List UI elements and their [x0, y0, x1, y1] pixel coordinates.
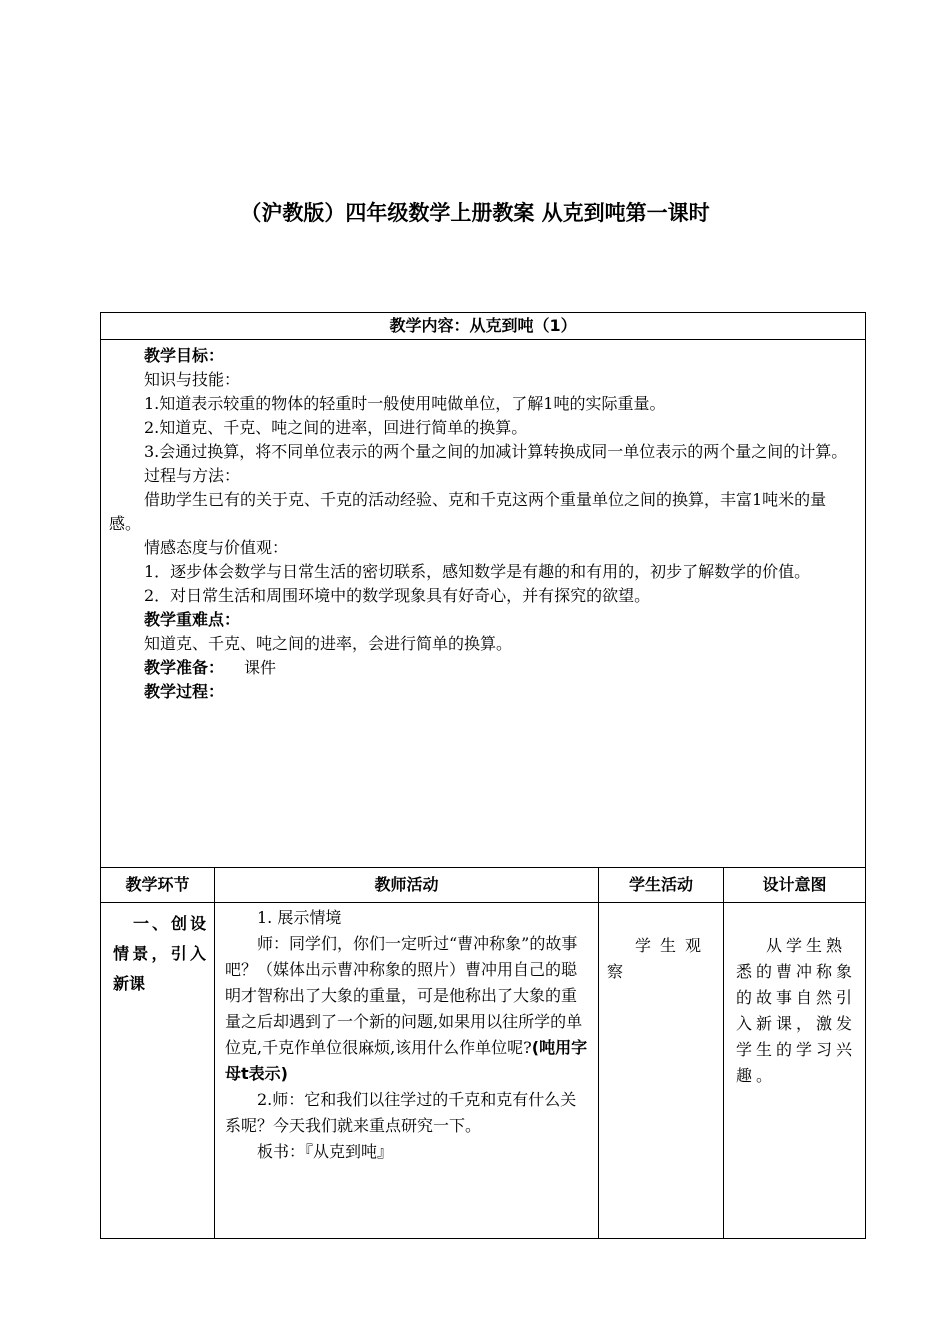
header-student: 学生活动: [599, 868, 724, 903]
key-points-label: 教学重难点：: [144, 610, 241, 629]
attitude-item: 2．对日常生活和周围环境中的数学现象具有好奇心，并有探究的欲望。: [144, 586, 651, 605]
teacher-dialog-emphasis: (吨用字母t表示): [225, 1038, 588, 1083]
preparation-value: 课件: [244, 658, 277, 677]
stage-text: 一、创设情景，引入新课: [113, 914, 206, 993]
teacher-step: 1. 展示情境: [257, 908, 342, 927]
knowledge-label: 知识与技能：: [144, 370, 241, 389]
preparation-label: 教学准备：: [144, 658, 225, 677]
teacher-cell: [215, 903, 599, 1239]
lesson-overview: [101, 340, 866, 868]
process-text: 借助学生已有的关于克、千克的活动经验、克和千克这两个重量单位之间的换算，丰富1吨米的量感。: [109, 490, 827, 533]
teacher-step: 2.师：它和我们以往学过的千克和克有什么关系呢？今天我们就来重点研究一下。: [225, 1090, 577, 1135]
goals-label: 教学目标：: [144, 346, 225, 365]
key-points-text: 知道克、千克、吨之间的进率，会进行简单的换算。: [144, 634, 513, 653]
table-row: [101, 903, 866, 1239]
lesson-plan-table: [100, 312, 866, 1239]
header-teacher: 教师活动: [215, 868, 599, 903]
knowledge-item: 2.知道克、千克、吨之间的进率，回进行简单的换算。: [144, 418, 528, 437]
process-label: 过程与方法：: [144, 466, 241, 485]
teacher-step: 板书：『从克到吨』: [257, 1142, 394, 1161]
attitude-item: 1．逐步体会数学与日常生活的密切联系，感知数学是有趣的和有用的，初步了解数学的价值。: [144, 562, 811, 581]
content-heading: 教学内容：从克到吨（1）: [101, 313, 866, 340]
preparation-line: [109, 656, 857, 680]
intent-cell: 从学生熟悉的曹冲称象的故事自然引入新课，激发学生的学习兴趣。: [724, 903, 866, 1239]
teacher-step: [225, 931, 590, 1087]
teacher-dialog: 师：同学们，你们一定听过“曹冲称象”的故事吧？（媒体出示曹冲称象的照片）曹冲用自己的聪明才智称出了大象的重量，可是他称出了大象的重量之后却遇到了一个新的问题,如果用以往所学的单位克,千克作单位很麻烦,该用什么作单位呢?: [225, 934, 583, 1057]
header-intent: 设计意图: [724, 868, 866, 903]
student-cell: 学生观察: [599, 903, 724, 1239]
stage-cell: [101, 903, 215, 1239]
header-stage: 教学环节: [101, 868, 215, 903]
procedure-label: 教学过程：: [144, 682, 225, 701]
attitude-label: 情感态度与价值观：: [144, 538, 289, 557]
knowledge-item: 1.知道表示较重的物体的轻重时一般使用吨做单位，了解1吨的实际重量。: [144, 394, 666, 413]
document-title: （沪教版）四年级数学上册教案 从克到吨第一课时: [240, 201, 710, 225]
knowledge-item: 3.会通过换算，将不同单位表示的两个量之间的加减计算转换成同一单位表示的两个量之间的计算。: [144, 442, 848, 461]
